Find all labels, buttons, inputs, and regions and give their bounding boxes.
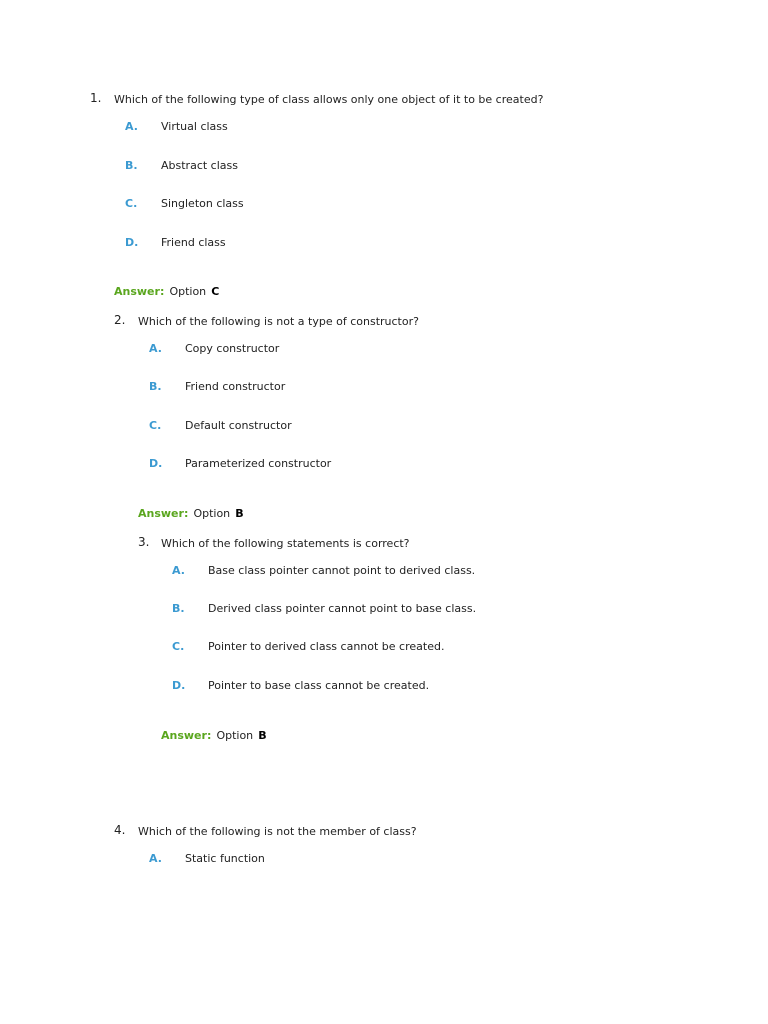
option-letter: B. [125,159,138,172]
option-text: Abstract class [161,159,238,172]
answer-label: Answer: [114,285,165,298]
answer-option-word: Option [216,729,254,742]
option-text: Pointer to base class cannot be created. [208,679,430,692]
answer-option-word: Option [193,507,231,520]
option-letter: B. [172,602,185,615]
answer-letter: B [235,507,244,520]
option-text: Friend constructor [185,380,286,393]
option-text: Static function [185,852,265,865]
option-text: Singleton class [161,197,244,210]
option-text: Parameterized constructor [185,457,332,470]
answer-label: Answer: [161,729,212,742]
answer-line [161,726,267,742]
question-text: Which of the following statements is correct? [161,537,410,550]
question-text: Which of the following is not the member of class? [138,825,417,838]
option-letter: A. [172,564,185,577]
answer-label: Answer: [138,507,189,520]
question-text: Which of the following is not a type of constructor? [138,315,419,328]
option-text: Default constructor [185,419,292,432]
answer-letter: C [211,285,220,298]
question-number: 2. [114,313,126,327]
answer-line [138,504,244,520]
option-letter: A. [149,852,162,865]
option-letter: C. [125,197,138,210]
option-letter: C. [172,640,185,653]
option-text: Virtual class [161,120,228,133]
answer-letter: B [258,729,267,742]
question-number: 1. [90,91,102,105]
option-letter: A. [125,120,138,133]
option-letter: D. [125,236,139,249]
option-letter: D. [149,457,163,470]
option-letter: A. [149,342,162,355]
option-letter: B. [149,380,162,393]
option-letter: C. [149,419,162,432]
option-text: Friend class [161,236,226,249]
question-number: 4. [114,823,126,837]
question-number: 3. [138,535,150,549]
option-text: Derived class pointer cannot point to base class. [208,602,477,615]
option-letter: D. [172,679,186,692]
option-text: Base class pointer cannot point to derived class. [208,564,476,577]
question-text: Which of the following type of class allows only one object of it to be created? [114,93,544,106]
option-text: Copy constructor [185,342,280,355]
answer-option-word: Option [169,285,207,298]
option-text: Pointer to derived class cannot be created. [208,640,445,653]
answer-line [114,282,219,298]
